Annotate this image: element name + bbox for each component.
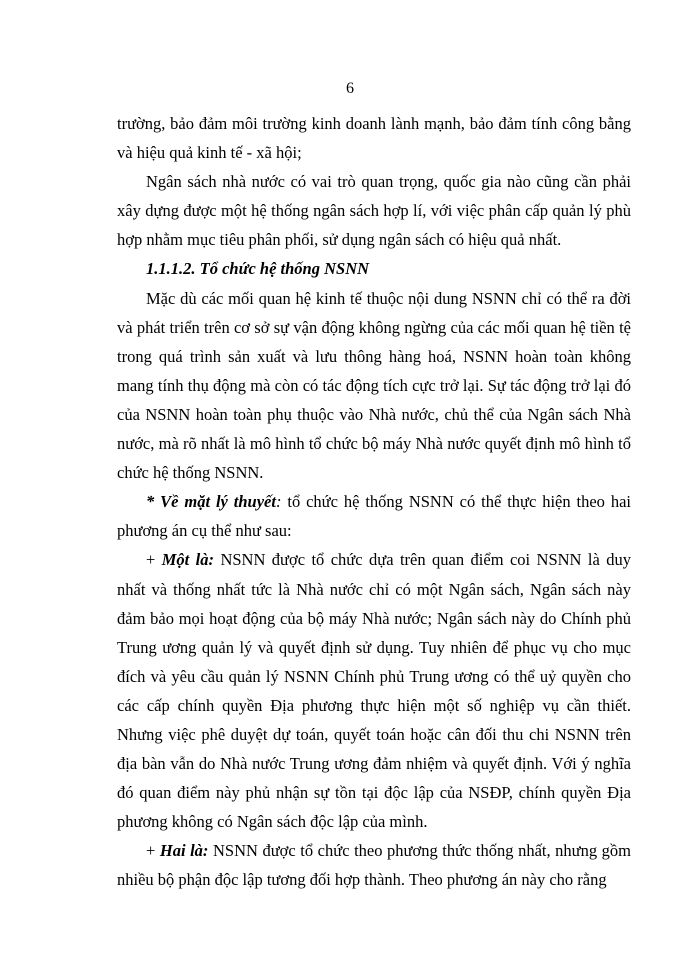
paragraph-lead: Hai là: — [159, 841, 209, 861]
paragraph-lead-colon: : — [275, 492, 282, 512]
paragraph-2 — [117, 167, 631, 254]
list-prefix: + — [146, 550, 162, 570]
paragraph-1 — [117, 109, 631, 167]
paragraph-lead: * Về mặt lý thuyết — [146, 492, 276, 512]
document-body — [117, 109, 631, 895]
paragraph-text: Mặc dù các mối quan hệ kinh tế thuộc nội dung NSNN chỉ có thể ra đời và phát triển trên cơ sở sự vận động không ngừng của các mối quan hệ tiền tệ trong quá trình sản xuất và lưu thông hàng hoá, NSNN hoàn toàn không mang tính thụ động mà còn có tác động tích cực trở lại. Sự tác động trở lại đó của NSNN hoàn toàn phụ thuộc vào Nhà nước, chủ thể của Ngân sách Nhà nước, mà rõ nhất là mô hình tổ chức bộ máy Nhà nước quyết định mô hình tổ chức hệ thống NSNN. — [117, 288, 631, 483]
paragraph-text: Ngân sách nhà nước có vai trò quan trọng, quốc gia nào cũng cần phải xây dựng được một hệ thống ngân sách hợp lí, với việc phân cấp quản lý phù hợp nhằm mục tiêu phân phối, sử dụng ngân sách có hiệu quả nhất. — [117, 172, 631, 250]
paragraph-5 — [117, 545, 631, 836]
list-prefix: + — [146, 841, 160, 861]
paragraph-text: NSNN được tổ chức theo phương thức thống nhất, nhưng gồm nhiều bộ phận độc lập tương đối hợp thành. Theo phương án này cho rằng — [117, 841, 631, 890]
paragraph-text: NSNN được tổ chức dựa trên quan điểm coi NSNN là duy nhất và thống nhất tức là Nhà nước chỉ có một Ngân sách, Ngân sách này đảm bảo mọi hoạt động của bộ máy Nhà nước; Ngân sách này do Chính phủ Trung ương quản lý và quyết định sử dụng. Tuy nhiên để phục vụ cho mục đích và yêu cầu quản lý NSNN Chính phủ Trung ương có thể uỷ quyền cho các cấp chính quyền Địa phương thực hiện một số nghiệp vụ cần thiết. Nhưng việc phê duyệt dự toán, quyết toán hoặc cân đối thu chi NSNN trên địa bàn vẫn do Nhà nước Trung ương đảm nhiệm và quyết định. Với ý nghĩa đó quan điểm này phủ nhận sự tồn tại độc lập của NSĐP, chính quyền Địa phương không có Ngân sách độc lập của mình. — [117, 550, 631, 832]
page-number: 6 — [346, 80, 354, 97]
paragraph-4 — [117, 487, 631, 545]
paragraph-3 — [117, 284, 631, 488]
paragraph-lead: Một là: — [161, 550, 215, 570]
section-heading-text: 1.1.1.2. Tổ chức hệ thống NSNN — [146, 259, 370, 279]
paragraph-text: tổ chức hệ thống NSNN có thể thực hiện theo hai phương án cụ thể như sau: — [117, 492, 631, 541]
paragraph-text: trường, bảo đảm môi trường kinh doanh lành mạnh, bảo đảm tính công bằng và hiệu quả kinh tế - xã hội; — [117, 114, 631, 163]
paragraph-6 — [117, 836, 631, 894]
section-heading — [117, 254, 631, 283]
